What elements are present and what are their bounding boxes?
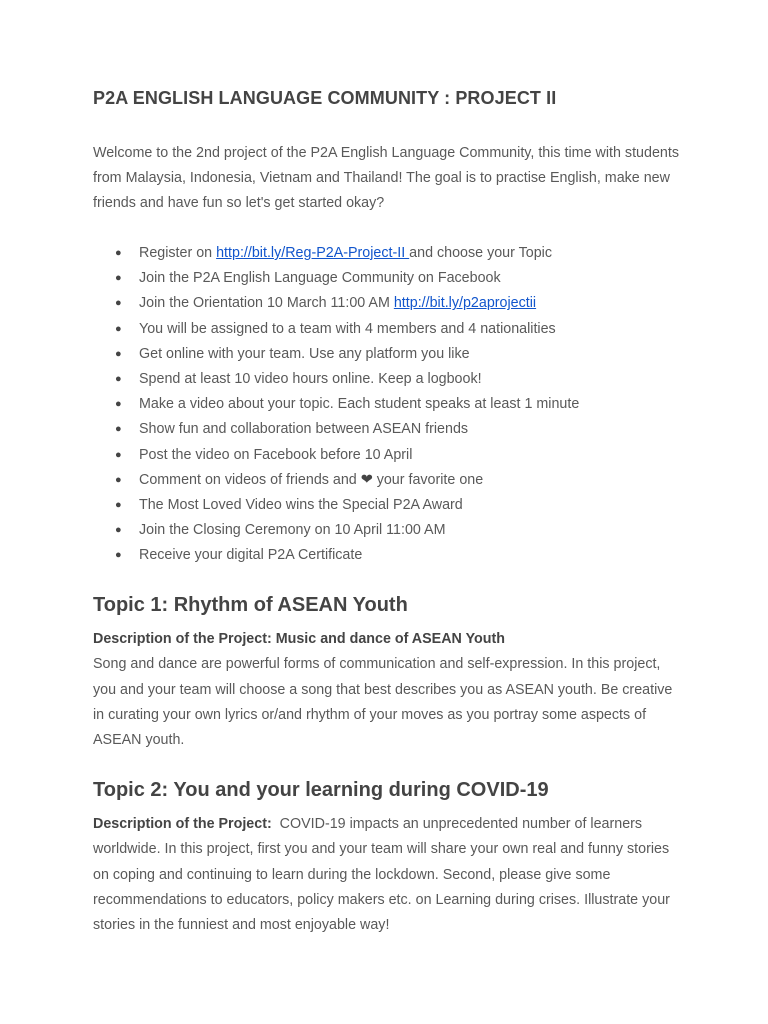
list-item bbox=[93, 342, 579, 367]
bullet-icon: ● bbox=[115, 448, 122, 461]
list-item bbox=[93, 493, 579, 518]
bullet-icon: ● bbox=[115, 549, 122, 562]
bullet-icon: ● bbox=[115, 524, 122, 537]
bullet-icon: ● bbox=[115, 498, 122, 511]
bullet-icon: ● bbox=[115, 473, 122, 486]
bullet-icon: ● bbox=[115, 347, 122, 360]
bullet-icon: ● bbox=[115, 372, 122, 385]
document-title: P2A ENGLISH LANGUAGE COMMUNITY : PROJECT II bbox=[93, 88, 557, 108]
list-item-text: Spend at least 10 video hours online. Keep a logbook! bbox=[139, 370, 482, 387]
topic2-description-label: Description of the Project: bbox=[93, 816, 272, 832]
topic2-description bbox=[93, 812, 673, 938]
list-item bbox=[93, 392, 579, 417]
bullet-icon: ● bbox=[115, 322, 122, 335]
registration-link[interactable]: http://bit.ly/Reg-P2A-Project-II bbox=[216, 245, 410, 261]
list-item-text: your favorite one bbox=[372, 471, 484, 488]
list-item-text: and choose your Topic bbox=[409, 245, 552, 261]
list-item bbox=[93, 518, 579, 543]
list-item-text: Post the video on Facebook before 10 April bbox=[139, 446, 413, 463]
list-item-text: The Most Loved Video wins the Special P2A Award bbox=[139, 496, 463, 513]
list-item bbox=[93, 291, 579, 316]
intro-paragraph: Welcome to the 2nd project of the P2A English Language Community, this time with students from Malaysia, Indonesia, Vietnam and Thailand! The goal is to practise English, make new friends and have fun so let's get started okay? bbox=[93, 145, 679, 211]
list-item-text: Receive your digital P2A Certificate bbox=[139, 547, 363, 564]
bullet-icon: ● bbox=[115, 423, 122, 436]
list-item bbox=[93, 317, 579, 342]
steps-list bbox=[93, 241, 579, 568]
list-item bbox=[93, 417, 579, 442]
list-item bbox=[93, 543, 579, 568]
list-item-text: You will be assigned to a team with 4 members and 4 nationalities bbox=[139, 320, 556, 337]
list-item bbox=[93, 443, 579, 468]
orientation-link[interactable]: http://bit.ly/p2aprojectii bbox=[393, 295, 537, 312]
list-item-text: Join the P2A English Language Community on Facebook bbox=[139, 270, 501, 287]
list-item-text: Join the Orientation 10 March 11:00 AM bbox=[139, 295, 394, 312]
list-item-text: Join the Closing Ceremony on 10 April 11:00 AM bbox=[139, 522, 446, 539]
bullet-icon: ● bbox=[115, 272, 122, 285]
heart-icon: ❤ bbox=[360, 471, 373, 488]
bullet-icon: ● bbox=[115, 247, 122, 259]
topic2-heading: Topic 2: You and your learning during COVID-19 bbox=[93, 779, 549, 801]
topic1-body-text: Song and dance are powerful forms of communication and self-expression. In this project, you and your team will choose a song that best describes you as ASEAN youth. Be creative in curating your own lyrics or/and rhythm of your moves as you portray some aspects of ASEAN youth. bbox=[93, 656, 673, 749]
topic1-heading: Topic 1: Rhythm of ASEAN Youth bbox=[93, 594, 408, 616]
list-item bbox=[93, 367, 579, 392]
list-item bbox=[93, 266, 579, 291]
topic1-description-label: Description of the Project: Music and dance of ASEAN Youth bbox=[93, 631, 506, 647]
bullet-icon: ● bbox=[115, 398, 122, 411]
list-item-text: Make a video about your topic. Each student speaks at least 1 minute bbox=[139, 396, 580, 413]
list-item bbox=[93, 468, 579, 493]
list-item-text: Show fun and collaboration between ASEAN friends bbox=[139, 421, 469, 438]
topic2-body-text: COVID-19 impacts an unprecedented number of learners worldwide. In this project, first you and your team will share your own real and funny stories on coping and continuing to learn during the lockdown. Second, please give some recommendations to educators, policy makers etc. on Learning during crises. Illustrate your stories in the funniest and most enjoyable way! bbox=[93, 816, 674, 934]
list-item-text: Register on bbox=[139, 245, 217, 261]
topic1-description bbox=[93, 627, 673, 753]
bullet-icon: ● bbox=[115, 297, 122, 310]
list-item-text: Comment on videos of friends and bbox=[139, 471, 361, 488]
list-item bbox=[93, 241, 579, 266]
list-item-text: Get online with your team. Use any platform you like bbox=[139, 345, 470, 362]
